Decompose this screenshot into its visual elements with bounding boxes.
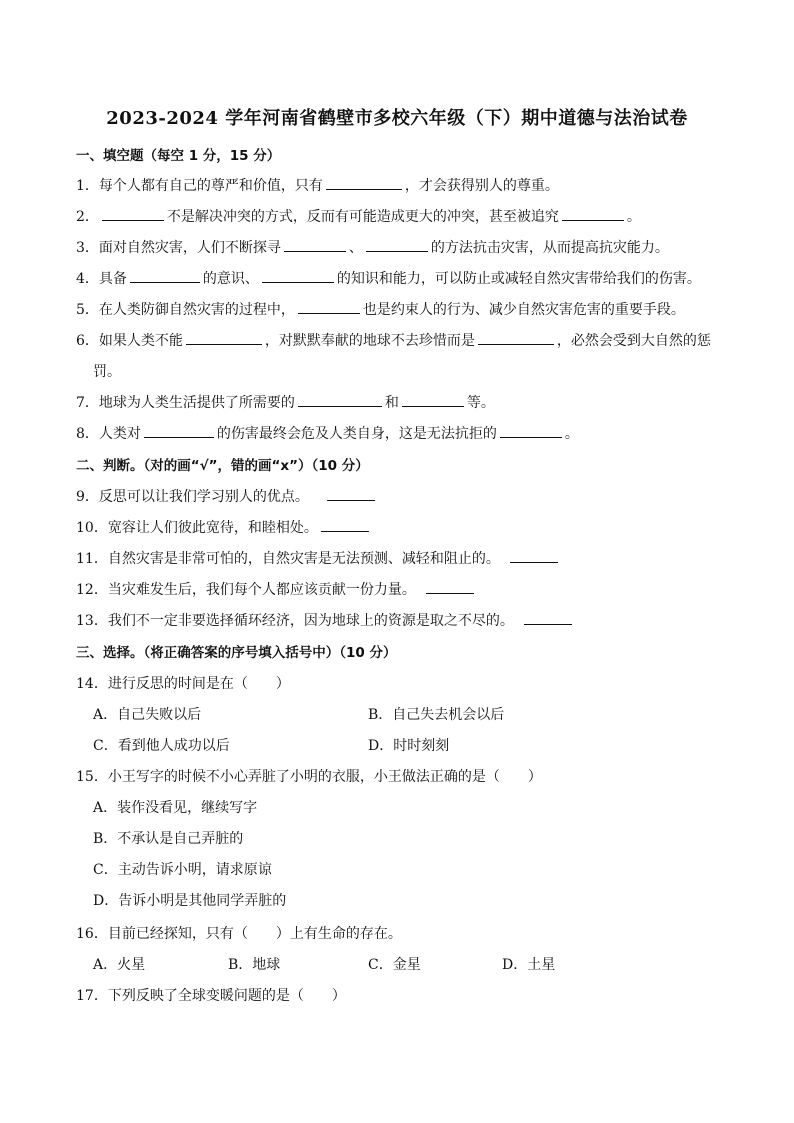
section-fill-blank: 一、填空题（每空 1 分，15 分）: [76, 148, 281, 164]
question-10: 10．宽容让人们彼此宽待，和睦相处。: [76, 517, 372, 537]
answer-blank[interactable]: [298, 299, 360, 314]
question-8: 8．人类对 的伤害最终会危及人类自身，这是无法抗拒的 。: [76, 423, 579, 443]
answer-blank[interactable]: [298, 392, 382, 407]
answer-blank[interactable]: [562, 206, 624, 221]
q14-option-c[interactable]: C．看到他人成功以后: [93, 738, 230, 754]
question-6-continued: 罚。: [93, 364, 121, 380]
section-true-false: 二、判断。（对的画“√”，错的画“x”）（10 分）: [76, 458, 369, 474]
question-7: 7．地球为人类生活提供了所需要的 和 等。: [76, 392, 495, 412]
answer-blank[interactable]: [186, 330, 262, 345]
answer-blank[interactable]: [524, 610, 572, 625]
q15-option-d[interactable]: D．告诉小明是其他同学弄脏的: [93, 893, 287, 909]
answer-blank[interactable]: [510, 548, 558, 563]
answer-blank[interactable]: [402, 392, 464, 407]
question-1: 1．每个人都有自己的尊严和价值，只有 ，才会获得别人的尊重。: [76, 175, 559, 195]
answer-blank[interactable]: [130, 268, 200, 283]
answer-blank[interactable]: [426, 579, 474, 594]
question-11: 11．自然灾害是非常可怕的，自然灾害是无法预测、减轻和阻止的。: [76, 548, 561, 568]
question-12: 12．当灾难发生后，我们每个人都应该贡献一份力量。: [76, 579, 477, 599]
answer-blank[interactable]: [284, 237, 346, 252]
answer-blank[interactable]: [500, 423, 562, 438]
answer-blank[interactable]: [321, 517, 369, 532]
question-9: 9．反思可以让我们学习别人的优点。: [76, 486, 378, 506]
q14-option-b[interactable]: B．自己失去机会以后: [368, 707, 505, 723]
answer-blank[interactable]: [326, 175, 402, 190]
page-title: 2023-2024 学年河南省鹤壁市多校六年级（下）期中道德与法治试卷: [106, 108, 688, 129]
section-multiple-choice: 三、选择。（将正确答案的序号填入括号中）（10 分）: [76, 645, 397, 661]
answer-blank[interactable]: [327, 486, 375, 501]
answer-blank[interactable]: [102, 206, 164, 221]
q16-option-d[interactable]: D．土星: [502, 957, 556, 973]
question-13: 13．我们不一定非要选择循环经济，因为地球上的资源是取之不尽的。: [76, 610, 575, 630]
question-6: 6．如果人类不能 ，对默默奉献的地球不去珍惜而是 ，必然会受到大自然的惩: [76, 330, 711, 350]
question-5: 5．在人类防御自然灾害的过程中， 也是约束人的行为、减少自然灾害危害的重要手段。: [76, 299, 685, 319]
answer-blank[interactable]: [366, 237, 428, 252]
question-16: 16．目前已经探知，只有（ ）上有生命的存在。: [76, 926, 402, 942]
question-2: 2． 不是解决冲突的方式，反而有可能造成更大的冲突，甚至被追究 。: [76, 206, 641, 226]
question-4: 4．具备 的意识、 的知识和能力，可以防止或减轻自然灾害带给我们的伤害。: [76, 268, 701, 288]
q16-option-c[interactable]: C．金星: [368, 957, 421, 973]
q15-option-c[interactable]: C．主动告诉小明，请求原谅: [93, 862, 272, 878]
question-14: 14．进行反思的时间是在（ ）: [76, 676, 290, 692]
answer-blank[interactable]: [262, 268, 334, 283]
answer-blank[interactable]: [144, 423, 214, 438]
q16-option-b[interactable]: B．地球: [228, 957, 281, 973]
q15-option-b[interactable]: B．不承认是自己弄脏的: [93, 831, 244, 847]
question-3: 3．面对自然灾害，人们不断探寻 、 的方法抗击灾害，从而提高抗灾能力。: [76, 237, 669, 257]
answer-blank[interactable]: [478, 330, 554, 345]
question-15: 15．小王写字的时候不小心弄脏了小明的衣服，小王做法正确的是（ ）: [76, 769, 542, 785]
q14-option-d[interactable]: D．时时刻刻: [368, 738, 450, 754]
question-17: 17．下列反映了全球变暖问题的是（ ）: [76, 988, 346, 1004]
q14-option-a[interactable]: A．自己失败以后: [93, 707, 202, 723]
q16-option-a[interactable]: A．火星: [93, 957, 146, 973]
q15-option-a[interactable]: A．装作没看见，继续写字: [93, 800, 258, 816]
